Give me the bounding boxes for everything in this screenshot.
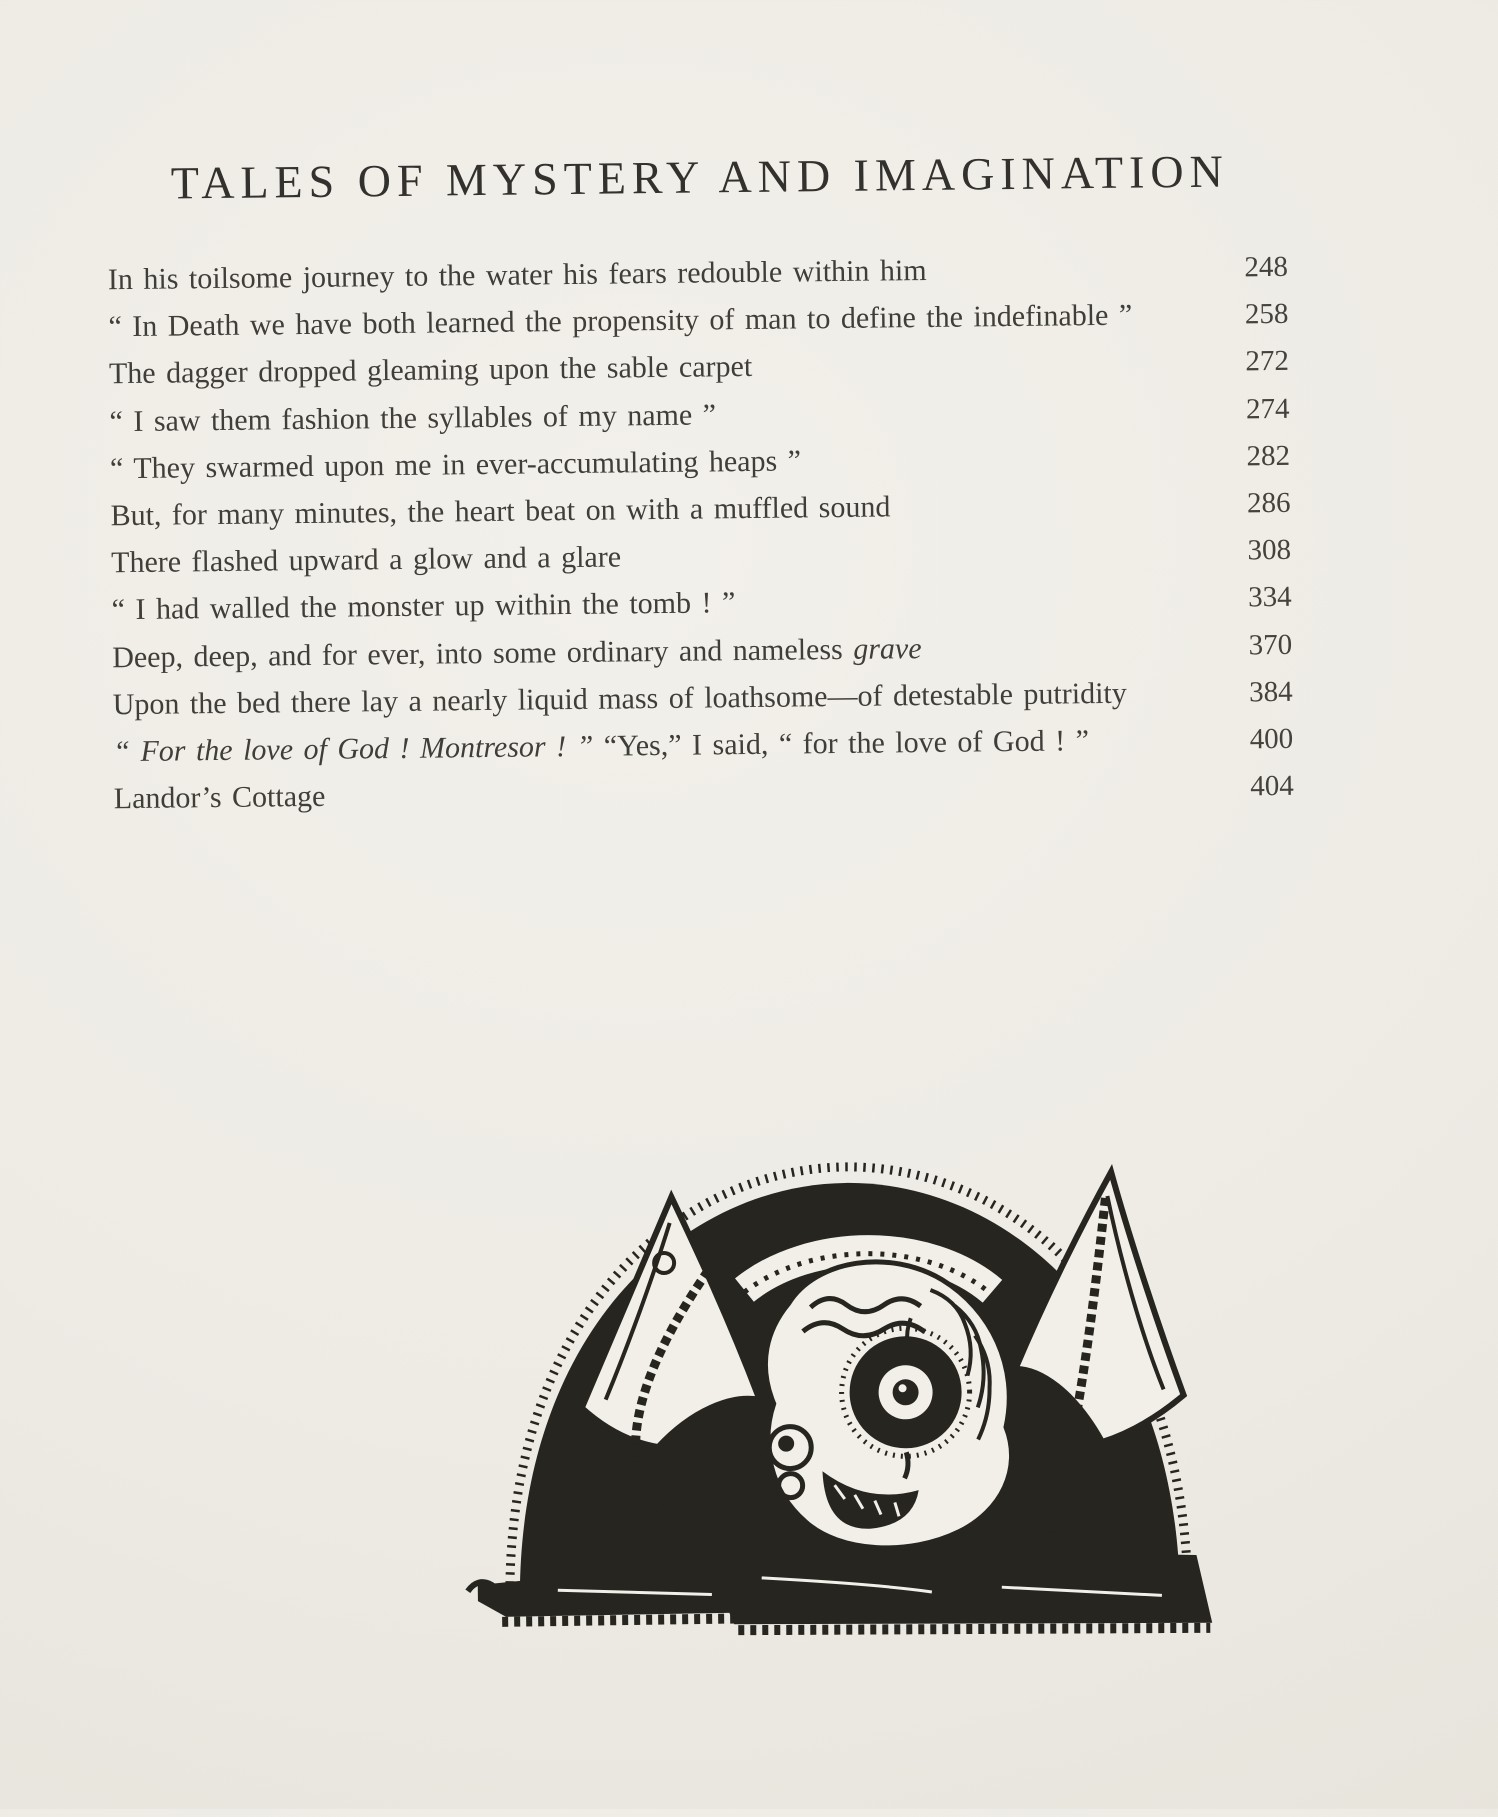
toc-entry-page: 334 [1247,581,1292,614]
toc-entry-text: “ In Death we have both learned the propensity of man to define the indefinable ” [108,298,1133,344]
toc-entry-page: 286 [1246,486,1291,520]
toc-entry-text: “ They swarmed upon me in ever-accumulating heaps ” [109,444,802,485]
toc-entry-page: 370 [1248,628,1293,661]
toc-entry-text: The dagger dropped gleaming upon the sable carpet [108,350,753,391]
toc-list [108,250,1294,830]
toc-entry-text: There flashed upward a glow and a glare [110,540,622,580]
toc-entry-text: But, for many minutes, the heart beat on with a muffled sound [110,490,891,533]
toc-entry-text: In his toilsome journey to the water his fears redouble within him [107,253,927,297]
toc-entry-page: 282 [1246,439,1291,473]
toc-entry-text: “ I had walled the monster up within the tomb ! ” [111,586,736,627]
slab [701,1541,1212,1629]
toc-entry-page: 404 [1250,769,1294,803]
toc-entry-page: 258 [1244,298,1289,331]
toc-entry-text: Upon the bed there lay a nearly liquid mass of loathsome—of detestable putridity [112,676,1127,721]
toc-entry-text: “ I saw them fashion the syllables of my name ” [109,397,717,438]
toc-entry-page: 384 [1248,675,1293,709]
toc-entry-page: 272 [1245,345,1290,378]
toc-entry-page: 248 [1244,250,1289,284]
toc-entry-text: Deep, deep, and for ever, into some ordinary and nameless grave [112,631,922,674]
toc-entry-text: Landor’s Cottage [113,779,326,816]
toc-entry-page: 308 [1247,533,1292,567]
toc-entry-page: 274 [1245,392,1290,425]
tailpiece-illustration [457,1137,1223,1646]
toc-entry-page: 400 [1249,722,1294,756]
toc-entry-text: “ For the love of God ! Montresor ! ” “Yes,” I said, “ for the love of God ! ” [113,724,1090,769]
page-title: TALES OF MYSTERY AND IMAGINATION [170,145,1230,209]
